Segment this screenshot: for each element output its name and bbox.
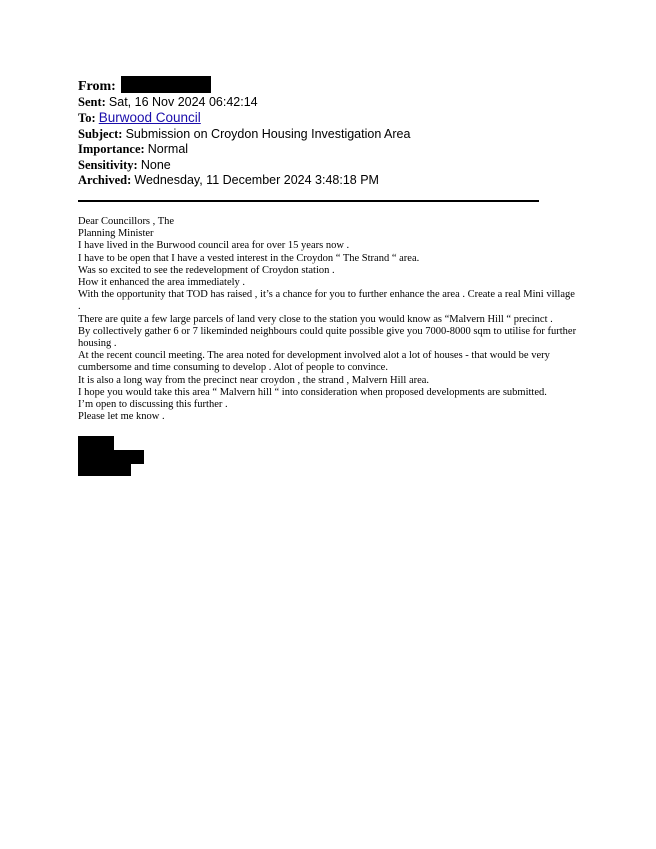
body-line: I have lived in the Burwood council area for over 15 years now .	[78, 240, 350, 252]
redaction-bar	[78, 464, 131, 476]
sent-value: Sat, 16 Nov 2024 06:42:14	[108, 94, 258, 109]
from-row	[78, 76, 548, 95]
subject-row	[78, 127, 548, 143]
body-line: By collectively gather 6 or 7 likeminded neighbours could quite possible give you 7000-8000 sqm to utilise for further housing .	[78, 325, 577, 350]
archived-value: Wednesday, 11 December 2024 3:48:18 PM	[134, 173, 379, 187]
body-line: How it enhanced the area immediately .	[78, 277, 246, 289]
redacted-signature	[78, 436, 144, 478]
subject-label: Subject:	[78, 126, 123, 141]
body-line: With the opportunity that TOD has raised , it’s a chance for you to further enhance the area . Create a real Mini village .	[78, 289, 575, 313]
body-line: Please let me know .	[78, 411, 165, 423]
body-line: I have to be open that I have a vested interest in the Croydon “ The Strand “ area.	[78, 252, 420, 264]
importance-value: Normal	[147, 142, 189, 156]
body-line: Was so excited to see the redevelopment of Croydon station .	[78, 264, 335, 276]
archived-row	[78, 173, 548, 189]
archived-label: Archived:	[78, 173, 132, 187]
redacted-sender-block	[121, 76, 211, 93]
body-line: There are quite a few large parcels of land very close to the station you would know as “Malvern Hill “ precinct .	[78, 313, 553, 325]
from-label: From:	[78, 79, 116, 94]
importance-label: Importance:	[78, 142, 145, 156]
importance-row	[78, 142, 548, 158]
sensitivity-label: Sensitivity:	[78, 157, 138, 172]
subject-value: Submission on Croydon Housing Investigation Area	[125, 126, 411, 141]
body-line: Dear Councillors , The	[78, 216, 175, 227]
to-label: To:	[78, 111, 96, 125]
sensitivity-row	[78, 158, 548, 174]
body-line: At the recent council meeting. The area noted for development involved alot a lot of houses - that would be very cumbersome and time consuming to develop . Alot of people to convince.	[78, 350, 550, 374]
sent-row	[78, 95, 548, 111]
body-line: Planning Minister	[78, 228, 154, 240]
to-row	[78, 110, 548, 127]
body-line: It is also a long way from the precinct near croydon , the strand , Malvern Hill area.	[78, 374, 430, 386]
to-recipient-link[interactable]: Burwood Council	[98, 110, 201, 125]
email-body	[78, 216, 578, 423]
redaction-bar	[78, 450, 144, 464]
redaction-bar	[78, 436, 114, 450]
sent-label: Sent:	[78, 94, 106, 109]
body-line: I’m open to discussing this further .	[78, 399, 228, 411]
sensitivity-value: None	[140, 157, 171, 172]
email-header	[78, 76, 548, 189]
header-divider	[78, 200, 539, 202]
body-line: I hope you would take this area “ Malvern hill “ into consideration when proposed developments are submitted.	[78, 386, 547, 398]
